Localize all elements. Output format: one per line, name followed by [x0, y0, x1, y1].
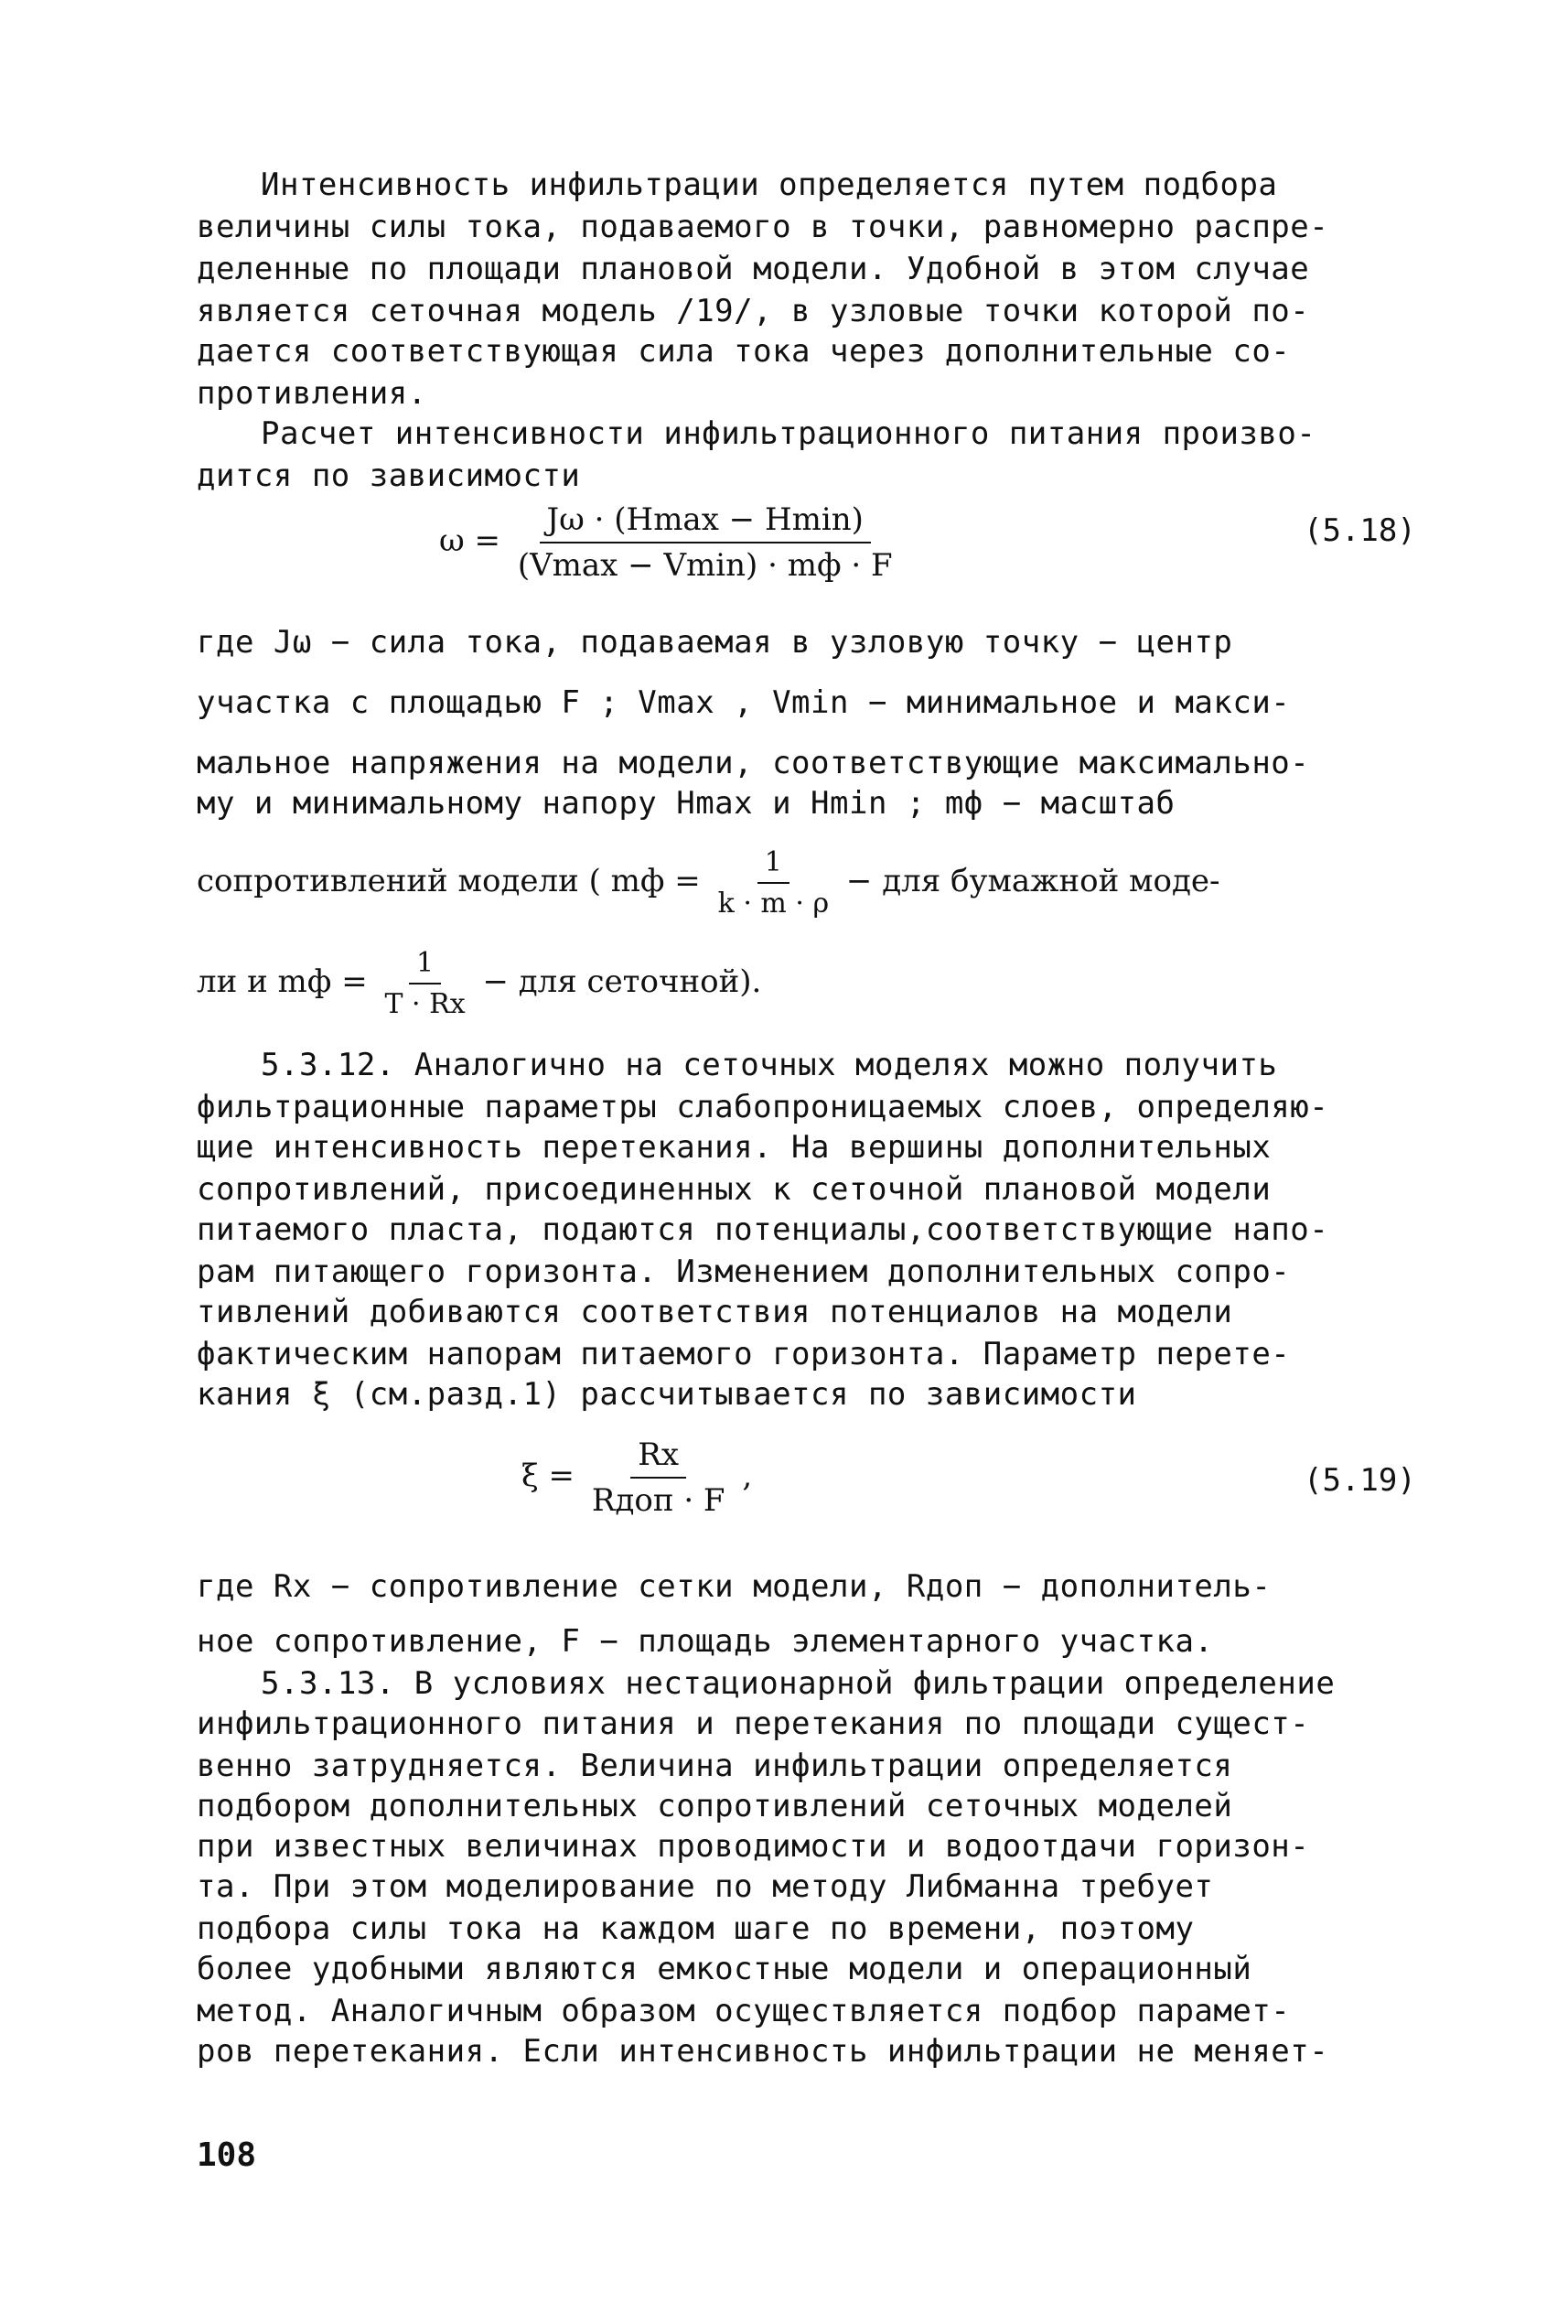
text-line: ное сопротивление, F − площадь элементарного участка. [197, 1623, 1214, 1660]
text-line: му и минимальному напору Hmax и Hmin ; mф − масштаб [197, 785, 1176, 822]
formula-numerator: Rx [630, 1436, 686, 1479]
text-line: щие интенсивность перетекания. На вершины дополнительных [197, 1129, 1272, 1166]
text-line: Расчет интенсивности инфильтрационного питания произво- [261, 415, 1316, 452]
formula-trailing-comma: , [742, 1458, 753, 1494]
inline-fraction [378, 947, 473, 1020]
text-line: метод. Аналогичным образом осуществляется подбор парамет- [197, 1993, 1291, 2029]
text-line: является сеточная модель /19/, в узловые точки которой по- [197, 293, 1310, 329]
text-line: противления. [197, 375, 427, 412]
inline-formula-line [197, 846, 1220, 920]
formula-denominator: (Vmax − Vmin) · mф · F [517, 547, 893, 584]
formula-fraction [585, 1436, 733, 1519]
text-line: ров перетекания. Если интенсивность инфильтрации не меняет- [197, 2033, 1329, 2070]
text-line: подбора силы тока на каждом шаге по времени, поэтому [197, 1910, 1195, 1947]
text-line: фильтрационные параметры слабопроницаемых слоев, определяю- [197, 1089, 1329, 1125]
text-line: деленные по площади плановой модели. Удобной в этом случае [197, 251, 1310, 287]
fraction-numerator: 1 [757, 846, 789, 884]
text-line: питаемого пласта, подаются потенциалы,соответствующие напо- [197, 1211, 1329, 1248]
equation-number: (5.19) [1304, 1462, 1416, 1499]
text-line: фактическим напорам питаемого горизонта. Параметр перете- [197, 1336, 1291, 1372]
fraction-denominator: k · m · ρ [717, 888, 830, 920]
text-line: участка с площадью F ; Vmax , Vmin − минимальное и макси- [197, 684, 1291, 721]
text-line: сопротивлений, присоединенных к сеточной плановой модели [197, 1171, 1272, 1208]
inline-fraction [711, 846, 836, 920]
formula-lhs: ω = [439, 522, 501, 559]
text-line: кания ξ (см.разд.1) рассчитывается по зависимости [197, 1376, 1137, 1413]
text-line: Интенсивность инфильтрации определяется путем подбора [261, 167, 1278, 203]
text-line: подбором дополнительных сопротивлений сеточных моделей [197, 1788, 1233, 1824]
text-line: мальное напряжения на модели, соответствующие максимально- [197, 745, 1310, 781]
text-line: при известных величинах проводимости и водоотдачи горизон- [197, 1828, 1310, 1865]
text-line: 5.3.13. В условиях нестационарной фильтрации определение [261, 1665, 1336, 1702]
text-line: тивлений добиваются соответствия потенциалов на модели [197, 1294, 1233, 1330]
inline-formula-line [197, 947, 761, 1020]
text-line: инфильтрационного питания и перетекания по площади сущест- [197, 1705, 1310, 1742]
text-fragment: − для бумажной моде- [845, 863, 1220, 899]
page-number: 108 [197, 2136, 257, 2174]
fraction-numerator: 1 [409, 947, 441, 984]
text-line: та. При этом моделирование по методу Либманна требует [197, 1868, 1214, 1905]
text-fragment: ли и mф = [197, 963, 368, 1000]
text-line: дается соответствующая сила тока через дополнительные со- [197, 333, 1291, 370]
formula-5-19 [521, 1436, 752, 1519]
text-fragment: − для сеточной). [482, 963, 762, 1000]
text-line: где Jω − сила тока, подаваемая в узловую точку − центр [197, 624, 1233, 661]
text-line: дится по зависимости [197, 457, 581, 494]
formula-numerator: Jω · (Hmax − Hmin) [540, 501, 871, 543]
formula-lhs: ξ = [521, 1458, 575, 1494]
text-line: 5.3.12. Аналогично на сеточных моделях можно получить [261, 1047, 1278, 1083]
text-line: величины силы тока, подаваемого в точки, равномерно распре- [197, 209, 1329, 245]
equation-number: (5.18) [1304, 512, 1416, 549]
fraction-denominator: T · Rx [384, 988, 466, 1020]
text-line: рам питающего горизонта. Изменением дополнительных сопро- [197, 1253, 1291, 1290]
text-line: где Rx − сопротивление сетки модели, Rдоп − дополнитель- [197, 1568, 1272, 1605]
text-line: венно затрудняется. Величина инфильтрации определяется [197, 1748, 1233, 1784]
text-fragment: сопротивлений модели ( mф = [197, 863, 701, 899]
formula-fraction [510, 501, 900, 584]
formula-5-18 [439, 501, 900, 584]
formula-denominator: Rдоп · F [591, 1482, 725, 1519]
text-line: более удобными являются емкостные модели и операционный [197, 1951, 1252, 1987]
